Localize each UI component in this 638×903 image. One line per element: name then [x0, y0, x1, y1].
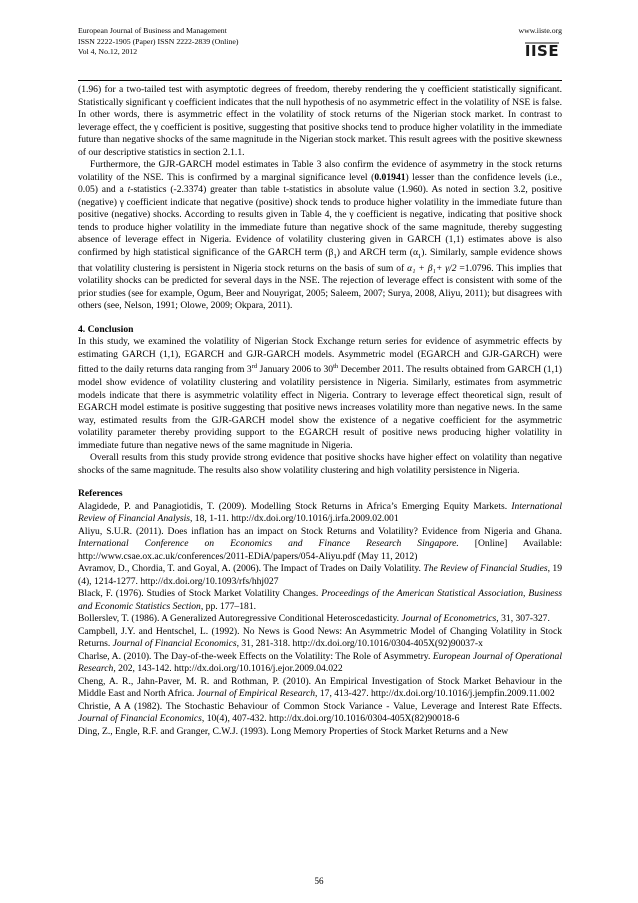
- journal-volume: Vol 4, No.12, 2012: [78, 47, 138, 57]
- paragraph-asymmetry-egarch: (1.96) for a two-tailed test with asymptotic degrees of freedom, thereby rendering the γ coefficient statistically significant. Statistically significant γ coefficient indicates that the null hypothesis of no asymmetric effect in the volatility of NSE is false. In other words, there is asymmetric effect in the volatility of stock returns of the Nigerian stock market. In contrast to leverage effect, the γ coefficient is positive, suggesting that positive shocks tend to produce higher volatility in the immediate future than negative shocks of the same magnitude in the Nigerian stock market. This result agrees with the positive skewness of our descriptive statistics in section 2.1.1.: [78, 84, 562, 158]
- reference-item: Alagidede, P. and Panagiotidis, T. (2009). Modelling Stock Returns in Africa’s Emerging Equity Markets. International Review of Financial Analysis, 18, 1-11. http://dx.doi.org/10.1016/j.irfa.2009.02.001: [78, 500, 562, 525]
- journal-info: [78, 26, 238, 58]
- reference-item: Charlse, A. (2010). The Day-of-the-week Effects on the Volatility: The Role of Asymmetry. European Journal of Operational Research, 202, 143-142. http://dx.doi.org/10.1016/j.ejor.2009.04.022: [78, 650, 562, 675]
- article-body: [78, 84, 562, 738]
- svg-text:IISE: IISE: [524, 42, 560, 60]
- paragraph-conclusion: In this study, we examined the volatility of Nigerian Stock Exchange return series for evidence of asymmetric effects by estimating GARCH (1,1), EGARCH and GJR-GARCH models. Asymmetric model (EGARCH and GJR-GARCH) were fitted to the daily returns data ranging from 3rd January 2006 to 30th December 2011. The results obtained from GARCH (1,1) model show evidence of volatility clustering and volatility persistence in Nigeria. Similarly, estimates from asymmetric models indicate that there is asymmetric volatility effect in Nigeria. Contrary to leverage effect theoretical sign, result of EGARCH model estimate is positive suggesting that positive news increases volatility more than negative news. In the same way, estimated results from the GJR-GARCH model show the existence of a negative coefficient for the asymmetric volatility parameter thereby providing support to the EGARCH result of positive news producing higher volatility in immediate future than negative news of the same magnitude in Nigeria.: [78, 336, 562, 451]
- page-number: 56: [314, 876, 324, 886]
- reference-item: Bollerslev, T. (1986). A Generalized Autoregressive Conditional Heteroscedasticity. Journal of Econometrics, 31, 307-327.: [78, 613, 550, 625]
- journal-name: European Journal of Business and Management: [78, 26, 227, 35]
- paragraph-overall-results: Overall results from this study provide strong evidence that positive shocks have higher effect on volatility than negative shocks of the same magnitude. The results also show volatility clustering and high volatility persistence in Nigeria.: [78, 452, 562, 476]
- paragraph-gjr-garch: Furthermore, the GJR-GARCH model estimates in Table 3 also confirm the evidence of asymmetry in the stock returns volatility of the NSE. This is confirmed by a marginal significance level (0.01941) lesser than the confidence levels (i.e., 0.05) and a t-statistics (-2.3374) greater than table t-statistics in absolute value (1.960). As noted in section 3.2, positive (negative) γ coefficient indicate that negative (positive) shock tends to produce higher volatility in the immediate future than positive (negative) shocks. According to results given in Table 4, the γ coefficient is negative, indicating that positive shock tends to produce higher volatility in the immediate future than negative shock of the same magnitude, thereby suggesting absence of leverage effect in Nigeria. Evidence of volatility clustering given in GARCH (1,1) estimates above is also confirmed by high statistical significance of the GARCH term $(\beta_1)$ and ARCH term $(\alpha_1)$. Similarly, sample evidence shows that volatility clustering is persistent in Nigeria stock returns on the basis of sum of α₁ + β₁+ γ/2 =1.0796. This implies that volatility shocks can be predicted for several days in the NSE. The rejection of leverage effect is consistent with some of the prior studies (see for example, Ogum, Beer and Nouyrigat, 2005; Saleem, 2007; Surya, 2008, Aliyu, 2011); but disagrees with others (see, Nelson, 1991; Olowe, 2009; Okpara, 2011).: [78, 159, 562, 312]
- conclusion-heading: 4. Conclusion: [78, 323, 134, 335]
- publisher-info: [518, 26, 562, 61]
- reference-item: Ding, Z., Engle, R.F. and Granger, C.W.J. (1993). Long Memory Properties of Stock Market Returns and a New: [78, 725, 509, 737]
- iiste-logo-icon: [522, 39, 562, 61]
- header-rule: [78, 80, 562, 81]
- reference-item: Cheng, A. R., Jahn-Paver, M. R. and Rothman, P. (2010). An Empirical Investigation of Stock Market Behaviour in the Middle East and North Africa. Journal of Empirical Research, 17, 413-427. http://dx.doi.org/10.1016/j.jempfin.2009.11.002: [78, 675, 562, 700]
- references-heading: References: [78, 488, 123, 500]
- reference-item: Black, F. (1976). Studies of Stock Market Volatility Changes. Proceedings of the American Statistical Association, Business and Economic Statistics Section, pp. 177–181.: [78, 588, 562, 612]
- reference-item: Avramov, D., Chordia, T. and Goyal, A. (2006). The Impact of Trades on Daily Volatility. The Review of Financial Studies, 19 (4), 1214-1277. http://dx.doi.org/10.1093/rfs/hhj027: [78, 563, 562, 587]
- reference-item: Aliyu, S.U.R. (2011). Does inflation has an impact on Stock Returns and Volatility? Evidence from Nigeria and Ghana. International Conference on Economics and Finance Research Singapore. [Online] Available: http://www.csae.ox.ac.uk/conferences/2011-EDiA/papers/054-Aliyu.pdf (May 11, 2012): [78, 525, 563, 562]
- reference-list: [78, 501, 562, 739]
- publisher-url[interactable]: www.iiste.org: [518, 26, 562, 35]
- page-header: [78, 26, 562, 76]
- reference-item: Christie, A A (1982). The Stochastic Behaviour of Common Stock Variance - Value, Leverage and Interest Rate Effects. Journal of Financial Economics, 10(4), 407-432. http://dx.doi.org/10.1016/0304-405X(82)90018-6: [78, 700, 562, 725]
- reference-item: Campbell, J.Y. and Hentschel, L. (1992). No News is Good News: An Asymmetric Model of Changing Volatility in Stock Returns. Journal of Financial Economics, 31, 281-318. http://dx.doi.org/10.1016/0304-405X(92)90037-x: [78, 625, 562, 650]
- journal-issn: ISSN 2222-1905 (Paper) ISSN 2222-2839 (Online): [78, 36, 239, 46]
